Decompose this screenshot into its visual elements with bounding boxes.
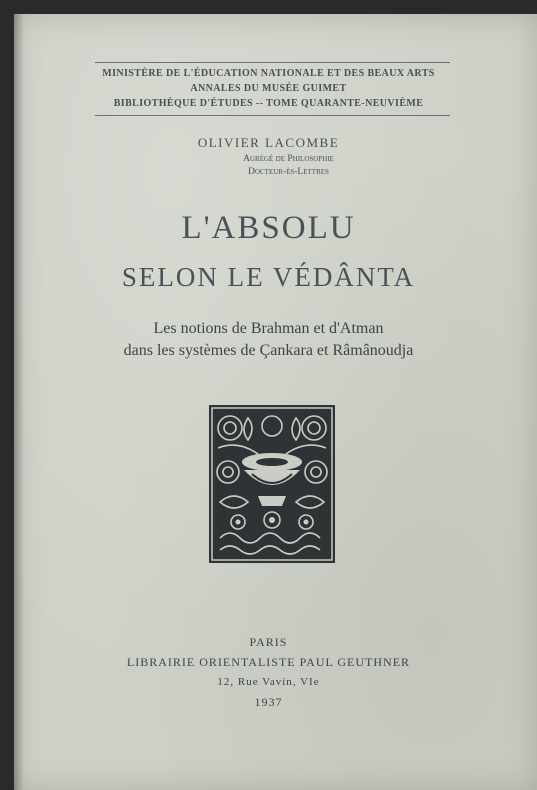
imprint-year: 1937 bbox=[254, 695, 283, 709]
series-bottom-rule bbox=[95, 115, 450, 116]
author-degree-2: Docteur-ès-Lettres bbox=[248, 167, 329, 177]
author-degrees bbox=[0, 153, 537, 179]
book-title-line-1: L'ABSOLU bbox=[181, 210, 356, 246]
imprint-address: 12, Rue Vavin, VIe bbox=[217, 676, 320, 688]
series-header bbox=[0, 66, 537, 111]
top-rule bbox=[95, 62, 450, 63]
book-subtitle bbox=[0, 318, 537, 362]
subtitle-line-2: dans les systèmes de Çankara et Râmânoudja bbox=[123, 342, 414, 359]
imprint-city: PARIS bbox=[249, 635, 288, 649]
author-degree-1: Agrégé de Philosophie bbox=[243, 154, 334, 164]
imprint-publisher: LIBRAIRIE ORIENTALISTE PAUL GEUTHNER bbox=[126, 655, 411, 669]
book-title-line-2: SELON LE VÉDÂNTA bbox=[121, 262, 416, 292]
subtitle-line-1: Les notions de Brahman et d'Atman bbox=[153, 320, 384, 337]
series-annals-line: ANNALES DU MUSÉE GUIMET bbox=[190, 83, 347, 94]
author-name: OLIVIER LACOMBE bbox=[197, 135, 340, 150]
ornamental-vignette-icon bbox=[208, 404, 336, 564]
imprint-block bbox=[0, 632, 537, 712]
series-library-line: BIBLIOTHÈQUE D'ÉTUDES -- TOME QUARANTE-NEUVIÈME bbox=[113, 98, 424, 109]
series-ministry-line: MINISTÈRE DE L'ÉDUCATION NATIONALE ET DES BEAUX ARTS bbox=[102, 68, 435, 79]
